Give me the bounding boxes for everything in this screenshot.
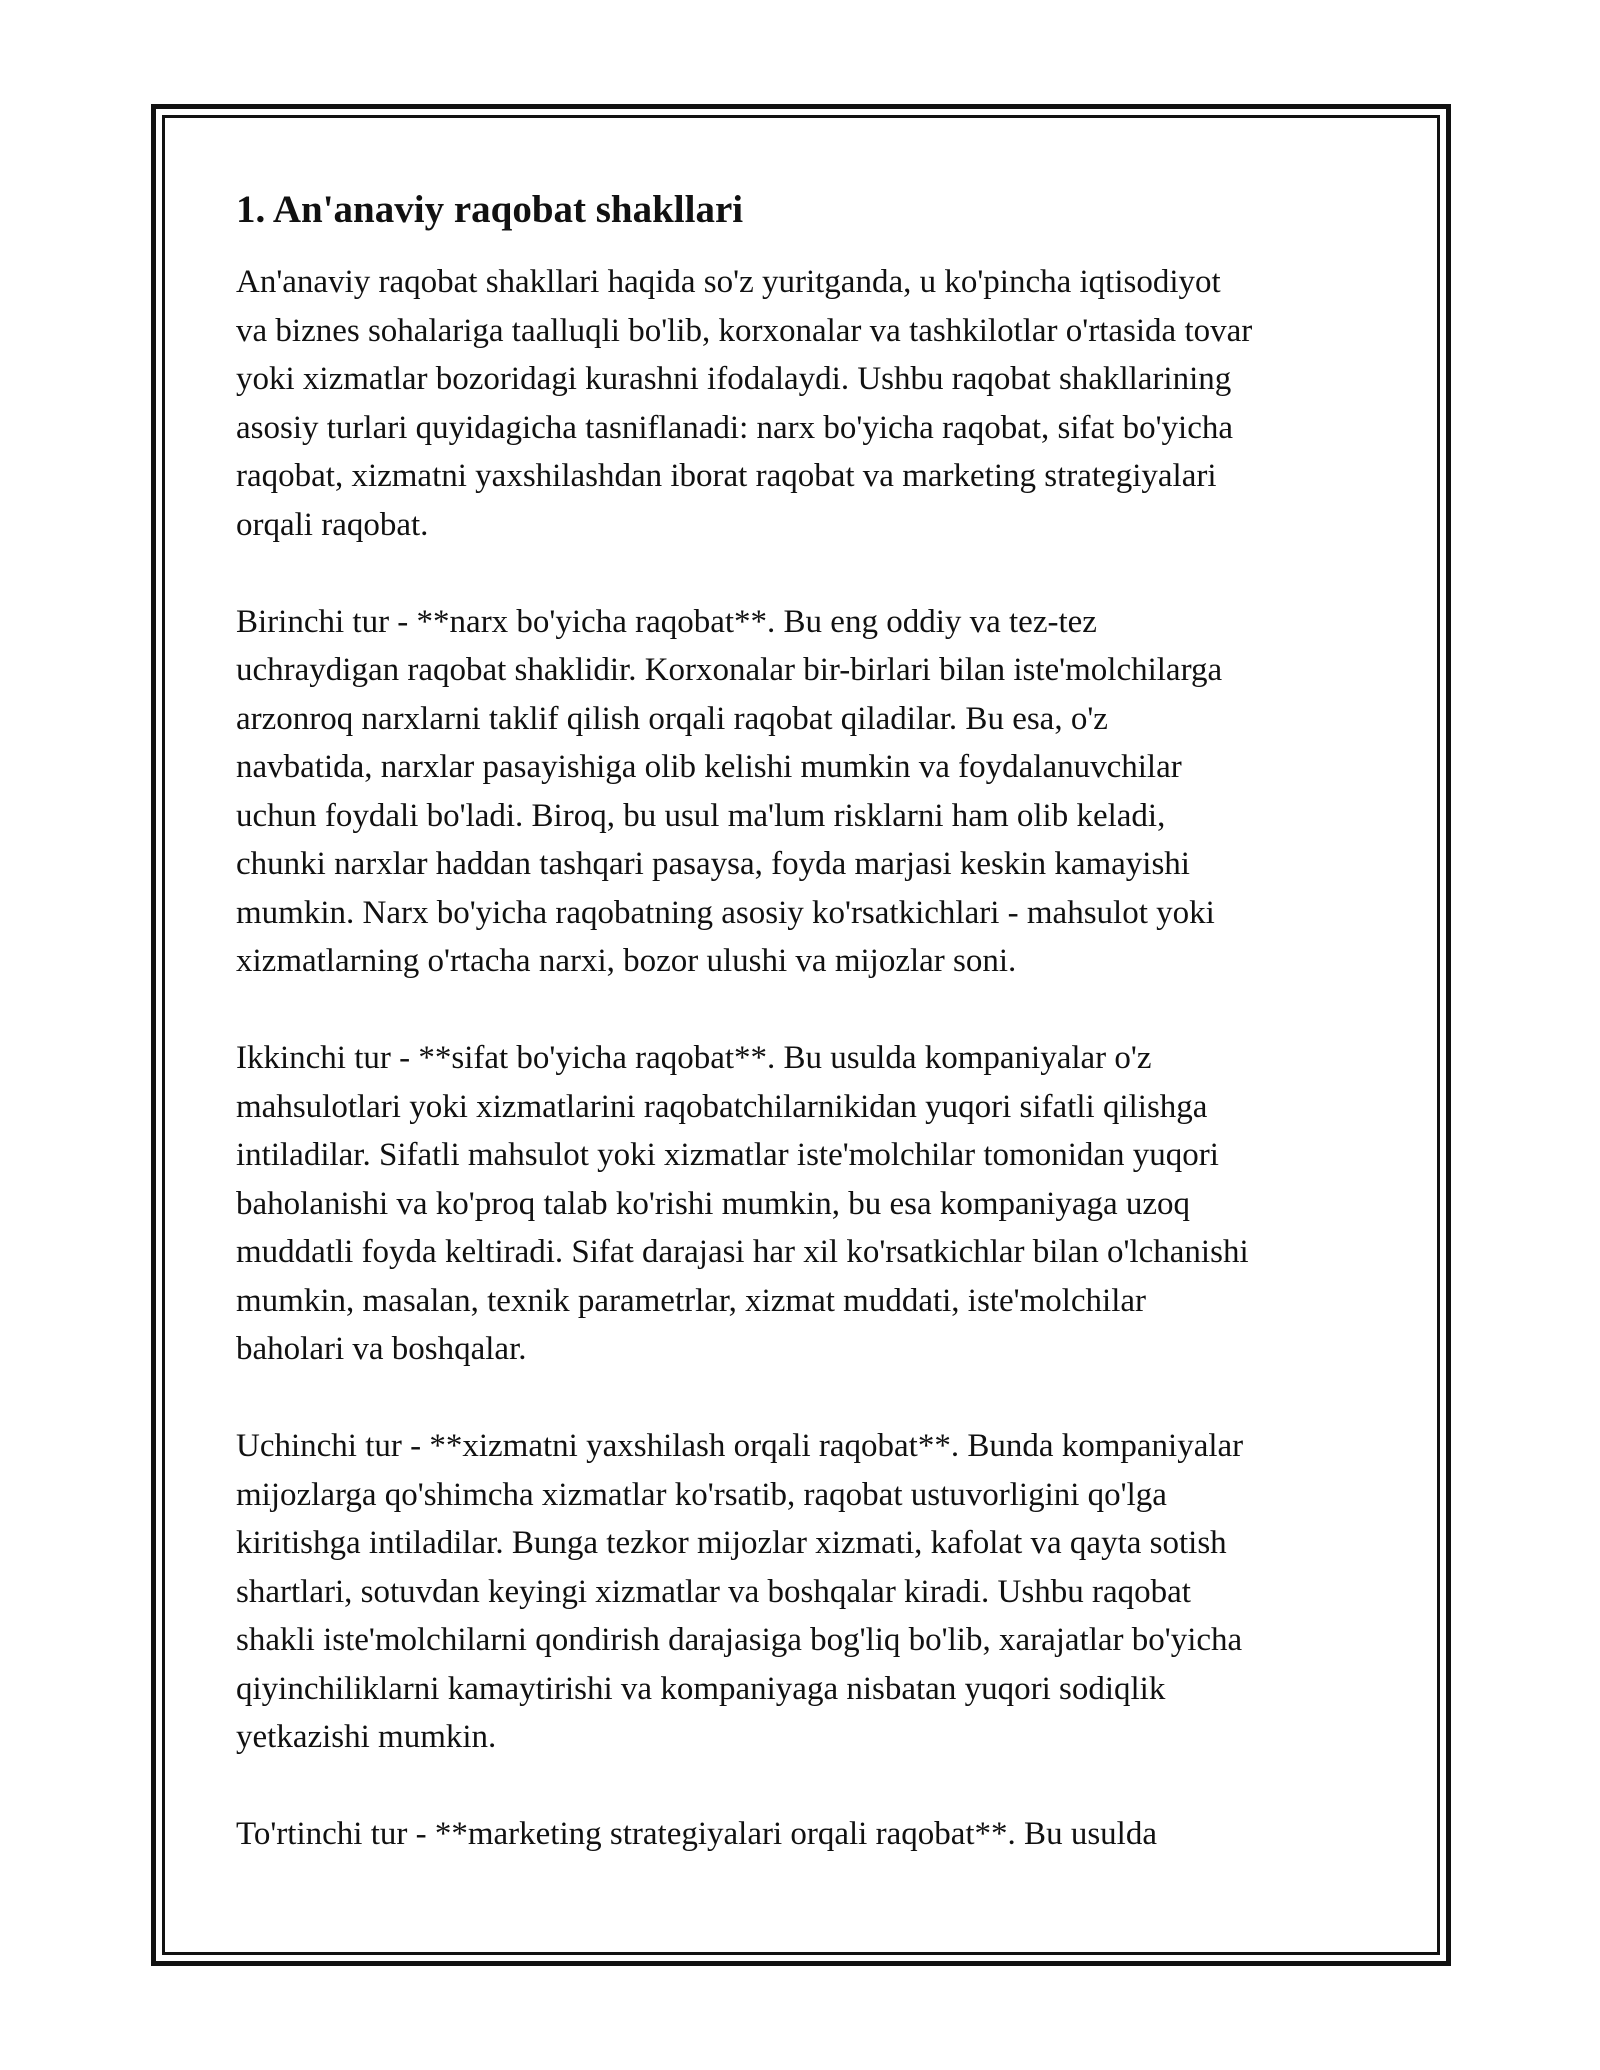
paragraph-line: kiritishga intiladilar. Bunga tezkor mijozlar xizmati, kafolat va qayta sotish: [236, 1525, 1227, 1561]
paragraph-line: yetkazishi mumkin.: [236, 1719, 497, 1755]
paragraph-line: qiyinchiliklarni kamaytirishi va kompaniyaga nisbatan yuqori sodiqlik: [236, 1670, 1166, 1707]
paragraph-quality-competition: [236, 1034, 1376, 1374]
paragraph-line: Ikkinchi tur - **sifat bo'yicha raqobat**. Bu usulda kompaniyalar o'z: [236, 1040, 1152, 1076]
section-heading: 1. An'anaviy raqobat shakllari: [236, 188, 744, 231]
paragraph-line: asosiy turlari quyidagicha tasniflanadi: narx bo'yicha raqobat, sifat bo'yicha: [236, 409, 1233, 446]
paragraph-line: xizmatlarning o'rtacha narxi, bozor ulushi va mijozlar soni.: [236, 943, 1017, 979]
paragraph-line: shartlari, sotuvdan keyingi xizmatlar va boshqalar kiradi. Ushbu raqobat: [236, 1573, 1191, 1610]
paragraph-line: intiladilar. Sifatli mahsulot yoki xizmatlar iste'molchilar tomonidan yuqori: [236, 1137, 1219, 1173]
paragraph-line: shakli iste'molchilarni qondirish darajasiga bog'liq bo'lib, xarajatlar bo'yicha: [236, 1622, 1243, 1658]
paragraph-price-competition: [236, 598, 1376, 986]
paragraph-marketing-competition: [236, 1810, 1376, 1859]
paragraph-line: An'anaviy raqobat shakllari haqida so'z yuritganda, u ko'pincha iqtisodiyot: [236, 264, 1221, 300]
paragraph-line: To'rtinchi tur - **marketing strategiyalari orqali raqobat**. Bu usulda: [236, 1816, 1157, 1852]
paragraph-line: Uchinchi tur - **xizmatni yaxshilash orqali raqobat**. Bunda kompaniyalar: [236, 1428, 1244, 1464]
paragraph-line: baholari va boshqalar.: [236, 1331, 527, 1367]
paragraph-line: va biznes sohalariga taalluqli bo'lib, korxonalar va tashkilotlar o'rtasida tovar: [236, 312, 1253, 349]
paragraph-line: orqali raqobat.: [236, 506, 429, 543]
paragraph-line: muddatli foyda keltiradi. Sifat darajasi har xil ko'rsatkichlar bilan o'lchanishi: [236, 1234, 1249, 1270]
paragraph-line: chunki narxlar haddan tashqari pasaysa, foyda marjasi keskin kamayishi: [236, 846, 1190, 882]
paragraph-line: arzonroq narxlarni taklif qilish orqali raqobat qiladilar. Bu esa, o'z: [236, 700, 1108, 737]
document-body: [236, 184, 1376, 1907]
paragraph-line: uchun foydali bo'ladi. Biroq, bu usul ma'lum risklarni ham olib keladi,: [236, 797, 1166, 834]
paragraph-line: mumkin, masalan, texnik parametrlar, xizmat muddati, iste'molchilar: [236, 1282, 1147, 1319]
paragraph-line: mumkin. Narx bo'yicha raqobatning asosiy ko'rsatkichlari - mahsulot yoki: [236, 894, 1215, 931]
paragraph-line: baholanishi va ko'proq talab ko'rishi mumkin, bu esa kompaniyaga uzoq: [236, 1185, 1191, 1222]
paragraph-service-competition: [236, 1422, 1376, 1762]
paragraph-intro: [236, 258, 1376, 549]
paragraph-line: yoki xizmatlar bozoridagi kurashni ifodalaydi. Ushbu raqobat shakllarining: [236, 361, 1232, 397]
paragraph-line: mahsulotlari yoki xizmatlarini raqobatchilarnikidan yuqori sifatli qilishga: [236, 1088, 1208, 1125]
paragraph-line: uchraydigan raqobat shaklidir. Korxonalar bir-birlari bilan iste'molchilarga: [236, 652, 1223, 688]
paragraph-line: mijozlarga qo'shimcha xizmatlar ko'rsatib, raqobat ustuvorligini qo'lga: [236, 1476, 1167, 1513]
paragraph-line: raqobat, xizmatni yaxshilashdan iborat raqobat va marketing strategiyalari: [236, 458, 1217, 494]
paragraph-line: Birinchi tur - **narx bo'yicha raqobat**. Bu eng oddiy va tez-tez: [236, 603, 1097, 640]
paragraph-line: navbatida, narxlar pasayishiga olib kelishi mumkin va foydalanuvchilar: [236, 749, 1182, 785]
